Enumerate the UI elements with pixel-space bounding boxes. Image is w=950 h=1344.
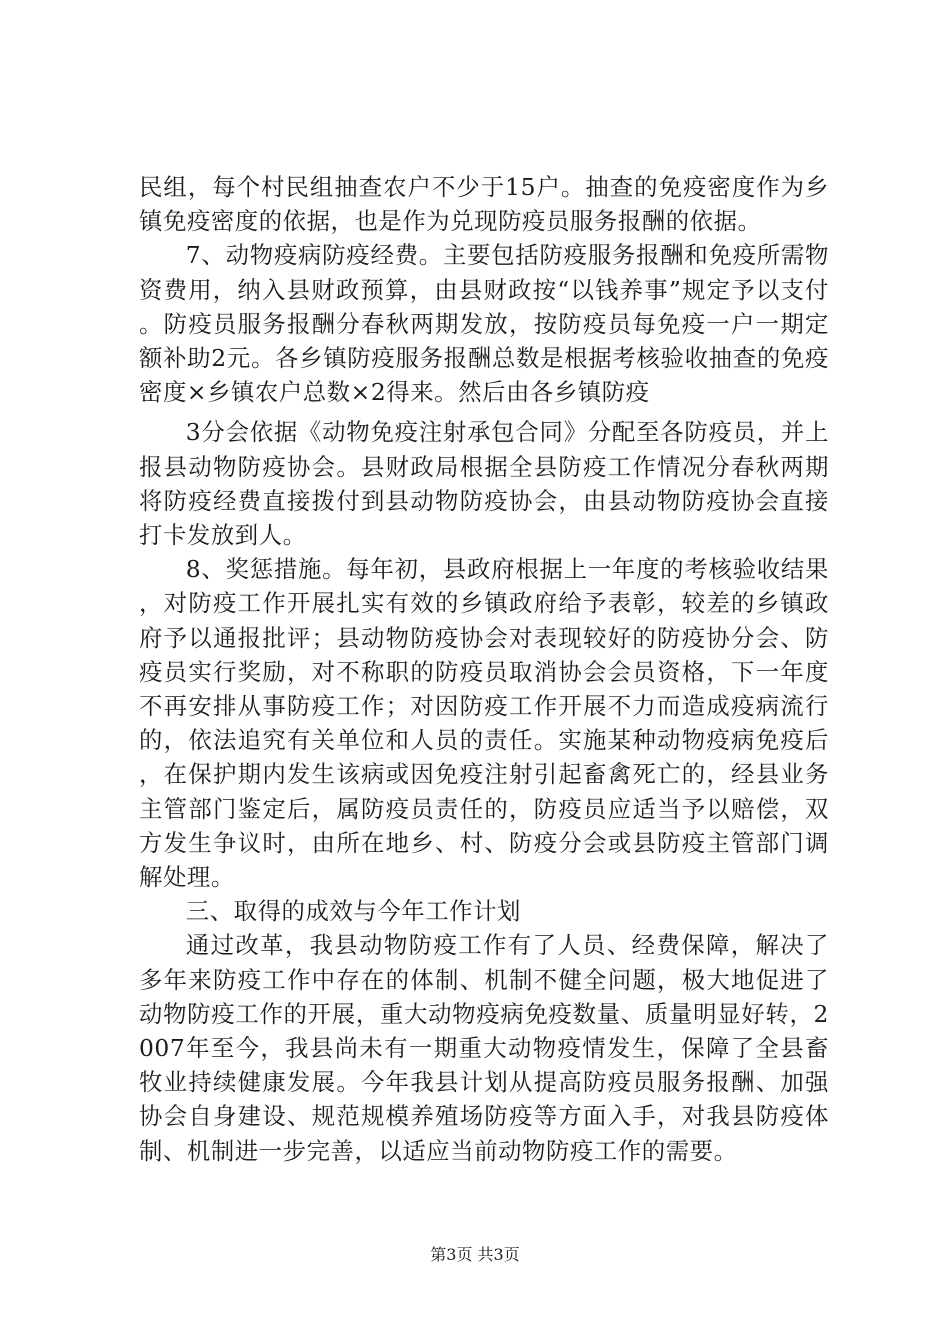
- paragraph-continuation: 民组，每个村民组抽查农户不少于15户。抽查的免疫密度作为乡镇免疫密度的依据，也是作为兑现防疫员服务报酬的依据。: [139, 173, 829, 236]
- paragraph-funding-distribution: 3分会依据《动物免疫注射承包合同》分配至各防疫员，并上报县动物防疫协会。县财政局根据全县防疫工作情况分春秋两期将防疫经费直接拨付到县动物防疫协会，由县动物防疫协会直接打卡发放到人。: [139, 418, 829, 550]
- paragraph-results-plan: 通过改革，我县动物防疫工作有了人员、经费保障，解决了多年来防疫工作中存在的体制、机制不健全问题，极大地促进了动物防疫工作的开展，重大动物疫病免疫数量、质量明显好转，2007年至今，我县尚未有一期重大动物疫情发生，保障了全县畜牧业持续健康发展。今年我县计划从提高防疫员服务报酬、加强协会自身建设、规范规模养殖场防疫等方面入手，对我县防疫体制、机制进一步完善，以适应当前动物防疫工作的需要。: [139, 931, 829, 1165]
- paragraph-item-8-rewards-penalties: 8、奖惩措施。每年初，县政府根据上一年度的考核验收结果，对防疫工作开展扎实有效的乡镇政府给予表彰，较差的乡镇政府予以通报批评；县动物防疫协会对表现较好的防疫协分会、防疫员实行奖励，对不称职的防疫员取消协会会员资格，下一年度不再安排从事防疫工作；对因防疫工作开展不力而造成疫病流行的，依法追究有关单位和人员的责任。实施某种动物疫病免疫后，在保护期内发生该病或因免疫注射引起畜禽死亡的，经县业务主管部门鉴定后，属防疫员责任的，防疫员应适当予以赔偿，双方发生争议时，由所在地乡、村、防疫分会或县防疫主管部门调解处理。: [139, 555, 829, 892]
- paragraph-item-7-funding: 7、动物疫病防疫经费。主要包括防疫服务报酬和免疫所需物资费用，纳入县财政预算，由县财政按“以钱养事”规定予以支付。防疫员服务报酬分春秋两期发放，按防疫员每免疫一户一期定额补助2元。各乡镇防疫服务报酬总数是根据考核验收抽查的免疫密度×乡镇农户总数×2得来。然后由各乡镇防疫: [139, 241, 829, 407]
- page-footer: 第3页 共3页: [430, 1245, 520, 1264]
- document-body: [139, 170, 829, 1168]
- section-heading-results-plan: 三、取得的成效与今年工作计划: [185, 897, 521, 926]
